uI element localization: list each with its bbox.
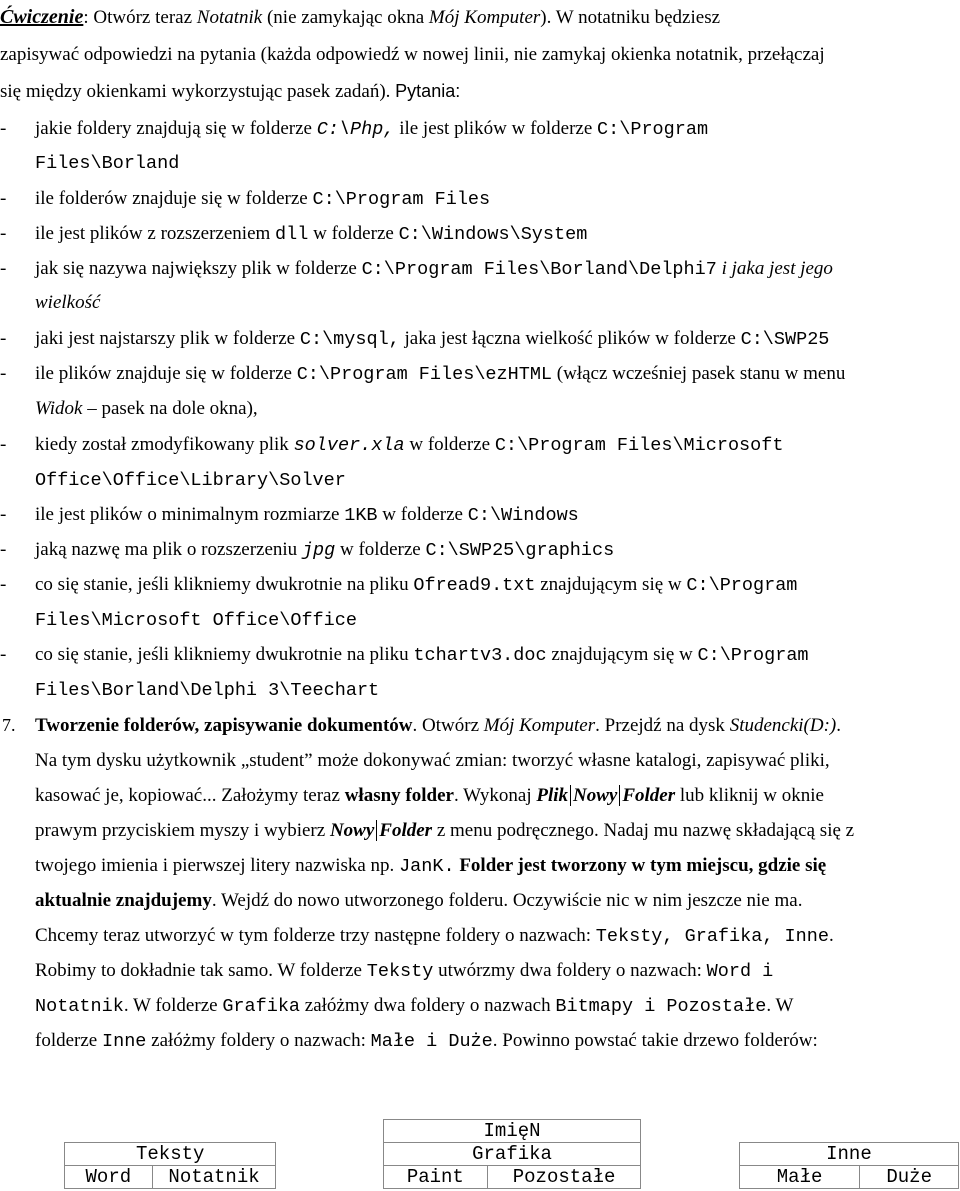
tree-root-folder: ImięN	[383, 1120, 640, 1143]
question-1: jakie foldery znajdują się w folderze C:\Php, ile jest plików w folderze C:\Program	[35, 118, 709, 140]
question-6-cont: Widok – pasek na dole okna),	[35, 398, 258, 419]
exercise-label: Ćwiczenie	[0, 6, 84, 28]
tree-folder-notatnik: Notatnik	[152, 1166, 276, 1189]
tree-folder-male: Małe	[739, 1166, 860, 1189]
question-3: ile jest plików z rozszerzeniem dll w folderze C:\Windows\System	[35, 223, 588, 245]
section-7-line-2: Na tym dysku użytkownik „student” może dokonywać zmian: tworzyć własne katalogi, zapisywać pliki,	[35, 750, 830, 771]
section-7-line-9: Notatnik. W folderze Grafika załóżmy dwa foldery o nazwach Bitmapy i Pozostałe. W	[35, 995, 794, 1017]
question-10: co się stanie, jeśli klikniemy dwukrotnie na pliku Ofread9.txt znajdującym się w C:\Program	[35, 574, 798, 596]
question-11: co się stanie, jeśli klikniemy dwukrotnie na pliku tchartv3.doc znajdującym się w C:\Program	[35, 644, 809, 666]
section-7-line-1: Tworzenie folderów, zapisywanie dokumentów. Otwórz Mój Komputer. Przejdź na dysk Studencki(D:).	[35, 715, 841, 736]
question-7-cont: Office\Office\Library\Solver	[35, 470, 346, 491]
bullet: -	[0, 504, 7, 525]
bullet: -	[0, 188, 7, 209]
bullet: -	[0, 539, 7, 560]
bullet: -	[0, 223, 7, 244]
section-7-line-10: folderze Inne załóżmy foldery o nazwach: Małe i Duże. Powinno powstać takie drzewo folderów:	[35, 1030, 818, 1052]
section-7-line-8: Robimy to dokładnie tak samo. W folderze Teksty utwórzmy dwa foldery o nazwach: Word i	[35, 960, 774, 982]
question-10-cont: Files\Microsoft Office\Office	[35, 610, 357, 631]
tree-folder-pozostale: Pozostałe	[487, 1166, 640, 1189]
question-4: jak się nazywa największy plik w folderze C:\Program Files\Borland\Delphi7 i jaka jest jego	[35, 258, 833, 280]
tree-folder-grafika: Grafika	[383, 1143, 640, 1166]
intro-line-3: się między okienkami wykorzystując pasek zadań). Pytania:	[0, 81, 461, 102]
section-title: Tworzenie folderów, zapisywanie dokumentów	[35, 715, 413, 736]
tree-folder-paint: Paint	[383, 1166, 487, 1189]
question-11-cont: Files\Borland\Delphi 3\Teechart	[35, 680, 380, 701]
folder-tree	[64, 1119, 959, 1189]
tree-folder-inne: Inne	[739, 1143, 958, 1166]
questions-heading: Pytania:	[395, 81, 461, 101]
question-1-cont: Files\Borland	[35, 153, 180, 174]
question-7: kiedy został zmodyfikowany plik solver.xla w folderze C:\Program Files\Microsoft	[35, 434, 784, 456]
question-4-cont: wielkość	[35, 292, 101, 313]
bullet: -	[0, 574, 7, 595]
question-6: ile plików znajduje się w folderze C:\Program Files\ezHTML (włącz wcześniej pasek stanu w menu	[35, 363, 846, 385]
bullet: -	[0, 118, 7, 139]
intro-line-1: Ćwiczenie: Otwórz teraz Notatnik (nie zamykając okna Mój Komputer). W notatniku będziesz	[0, 6, 721, 28]
section-7-line-5: twojego imienia i pierwszej litery nazwiska np. JanK. Folder jest tworzony w tym miejscu, gdzie się	[35, 855, 827, 877]
section-7-line-3: kasować je, kopiować... Założymy teraz własny folder. Wykonaj Plik Nowy Folder lub kliknij w oknie	[35, 785, 824, 806]
bullet: -	[0, 258, 7, 279]
bullet: -	[0, 328, 7, 349]
tree-folder-duze: Duże	[860, 1166, 959, 1189]
question-5: jaki jest najstarszy plik w folderze C:\mysql, jaka jest łączna wielkość plików w folderze C:\SWP25	[35, 328, 830, 350]
section-7-line-4: prawym przyciskiem myszy i wybierz Nowy Folder z menu podręcznego. Nadaj mu nazwę składającą się z	[35, 820, 855, 841]
bullet: -	[0, 644, 7, 665]
question-2: ile folderów znajduje się w folderze C:\Program Files	[35, 188, 491, 210]
bullet: -	[0, 363, 7, 384]
tree-folder-teksty: Teksty	[65, 1143, 276, 1166]
intro-line-2: zapisywać odpowiedzi na pytania (każda odpowiedź w nowej linii, nie zamykaj okienka notatnik, przełączaj	[0, 44, 825, 65]
section-7-line-6: aktualnie znajdujemy. Wejdź do nowo utworzonego folderu. Oczywiście nic w nim jeszcze nie ma.	[35, 890, 803, 911]
bullet: -	[0, 434, 7, 455]
section-7-line-7: Chcemy teraz utworzyć w tym folderze trzy następne foldery o nazwach: Teksty, Grafika, Inne.	[35, 925, 834, 947]
section-number: 7.	[2, 715, 16, 735]
question-8: ile jest plików o minimalnym rozmiarze 1KB w folderze C:\Windows	[35, 504, 579, 526]
question-9: jaką nazwę ma plik o rozszerzeniu jpg w folderze C:\SWP25\graphics	[35, 539, 615, 561]
tree-folder-word: Word	[65, 1166, 153, 1189]
